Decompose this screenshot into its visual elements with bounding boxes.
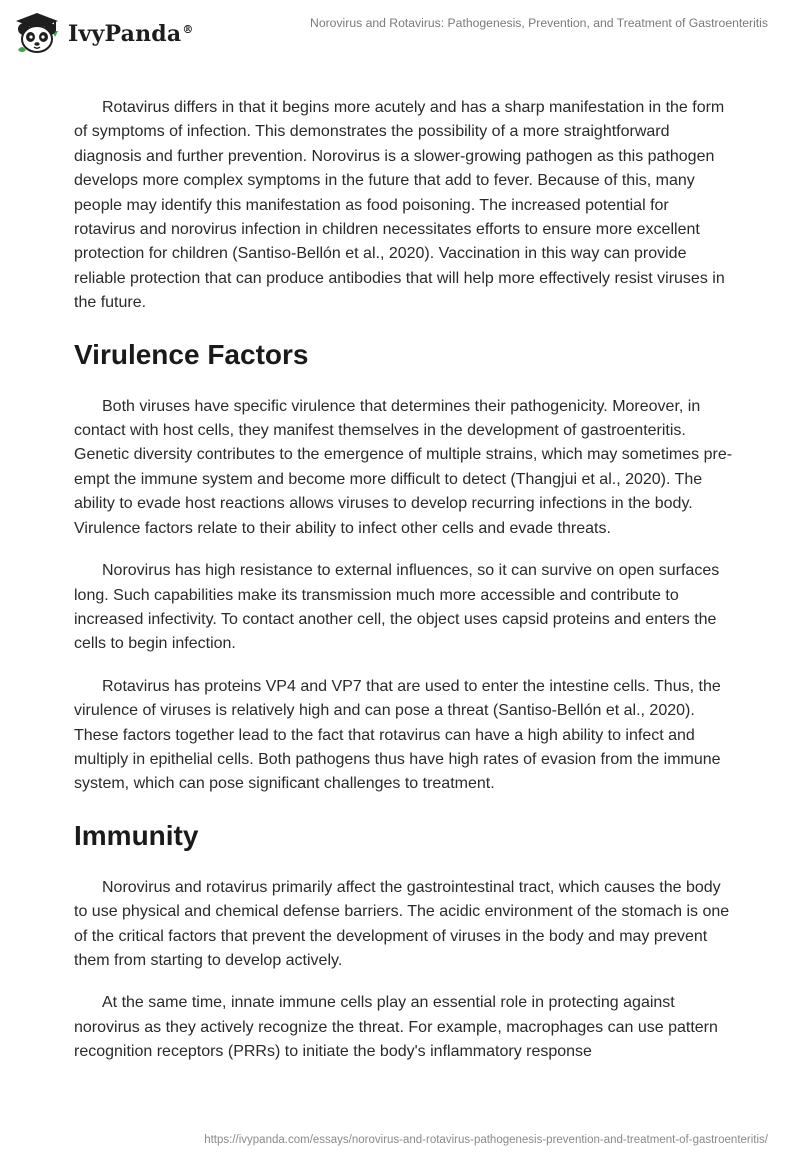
brand-name: IvyPanda® [68,21,194,47]
heading-virulence-factors: Virulence Factors [74,338,309,370]
document-title: Norovirus and Rotavirus: Pathogenesis, Prevention, and Treatment of Gastroenteritis [310,16,768,30]
essay-body [74,96,734,1083]
heading-immunity: Immunity [74,819,199,851]
paragraph: Both viruses have specific virulence that determines their pathogenicity. Moreover, in contact with host cells, they manifest themselves in the development of gastroenteritis. Genetic diversity contributes to the emergence of multiple strains, which may sometimes pre-empt the immune system and become more difficult to detect (Thangjui et al., 2020). The ability to evade host reactions allows viruses to develop recurring infections in the body. Virulence factors relate to their ability to infect other cells and evade threats. [74,397,733,537]
paragraph: At the same time, innate immune cells play an essential role in protecting against norovirus as they actively recognize the threat. For example, macrophages can use pattern recognition receptors (PRRs) to initiate the body's inflammatory response [74,994,718,1061]
paragraph: Rotavirus has proteins VP4 and VP7 that are used to enter the intestine cells. Thus, the virulence of viruses is relatively high and can pose a threat (Santiso-Bellón et al., 2020). These factors together lead to the fact that rotavirus can have a high ability to infect and multiply in epithelial cells. Both pathogens thus have high rates of evasion from the immune system, which can pose significant challenges to treatment. [74,677,721,793]
paragraph: Norovirus and rotavirus primarily affect the gastrointestinal tract, which causes the body to use physical and chemical defense barriers. The acidic environment of the stomach is one of the critical factors that prevent the development of viruses in the body and may prevent them from starting to develop actively. [74,878,730,969]
source-url-link[interactable]: https://ivypanda.com/essays/norovirus-and-rotavirus-pathogenesis-prevention-and-treatment-of-gastroenteritis/ [204,1134,768,1146]
paragraph: Norovirus has high resistance to external influences, so it can survive on open surfaces long. Such capabilities make its transmission much more accessible and contribute to increased infectivity. To contact another cell, the object uses capsid proteins and enters the cells to begin infection. [74,562,720,653]
registered-mark: ® [182,22,194,36]
intro-paragraph: Rotavirus differs in that it begins more acutely and has a sharp manifestation in the form of symptoms of infection. This demonstrates the possibility of a more straightforward diagnosis and further prevention. Norovirus is a slower-growing pathogen as this pathogen develops more complex symptoms in the future that add to fever. Because of this, many people may identify this manifestation as food poisoning. The increased potential for rotavirus and norovirus infection in children necessitates efforts to ensure more excellent protection for children (Santiso-Bellón et al., 2020). Vaccination in this way can provide reliable protection that can produce antibodies that will help more effectively resist viruses in the future. [74,99,725,312]
panda-graduate-icon [14,10,60,56]
brand-logo[interactable] [14,10,194,56]
